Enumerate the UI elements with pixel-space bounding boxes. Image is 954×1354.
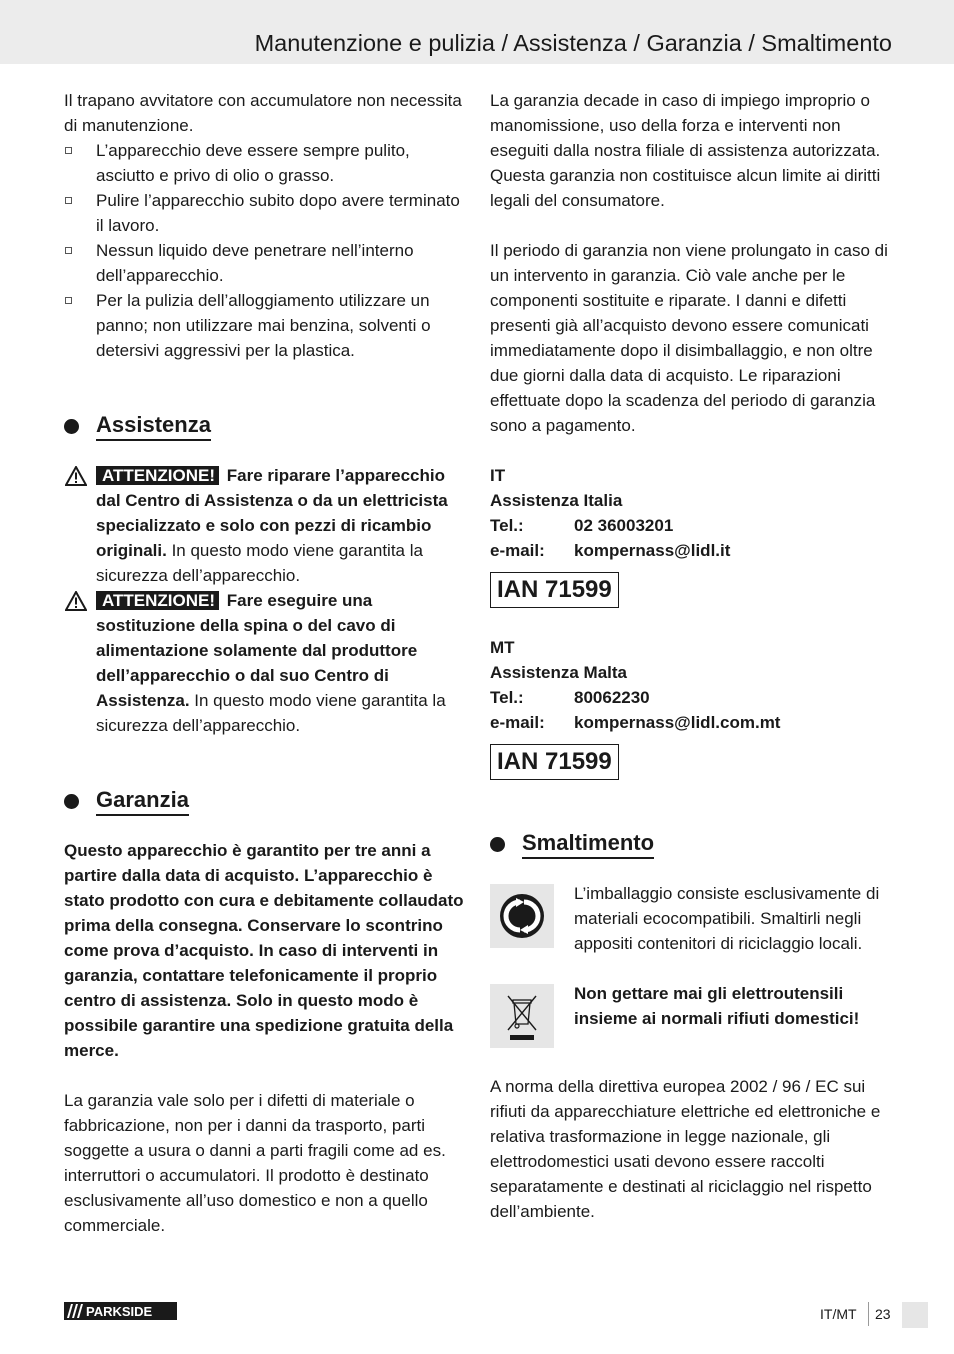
ian-box: IAN 71599: [490, 744, 619, 780]
parkside-logo: [64, 1302, 177, 1320]
contact-name: Assistenza Malta: [490, 663, 627, 682]
contact-email-row: e-mail: kompernass@lidl.it: [490, 538, 890, 563]
contact-tel-row: Tel.: 80062230: [490, 685, 890, 710]
weee-row: [490, 981, 890, 1048]
bullet-dot-icon: [64, 419, 79, 434]
maintenance-intro: Il trapano avvitatore con accumulatore non necessita di manutenzione.: [64, 91, 462, 135]
contact-name: Assistenza Italia: [490, 491, 623, 510]
page-number: 23: [875, 1306, 891, 1322]
directive-text: A norma della direttiva europea 2002 / 96 / EC sui rifiuti da apparecchiature elettriche ed elettroniche e relativa trasformazione in legge nazionale, gli elettrodomestici usati devono essere raccolti separatamente e destinati al riciclaggio nel rispetto dell’ambiente.: [490, 1077, 881, 1221]
warning-block: [64, 463, 464, 588]
warranty-paragraph: La garanzia vale solo per i difetti di materiale o fabbricazione, non per i danni da trasporto, parti soggette a usura o danni a parti fragili come ad es. interruttori o accumulatori. Il prodotto è destinato esclusivamente all’uso domestico e non a quello commerciale.: [64, 1091, 446, 1235]
warning-text: In questo modo viene garantita la sicurezza dell’apparecchio.: [96, 691, 446, 735]
attention-badge: ATTENZIONE!: [96, 591, 219, 610]
attention-badge: ATTENZIONE!: [96, 466, 219, 485]
list-item: Nessun liquido deve penetrare nell’interno dell’apparecchio.: [64, 238, 464, 288]
list-item: Pulire l’apparecchio subito dopo avere terminato il lavoro.: [64, 188, 464, 238]
warning-triangle-icon: [65, 466, 87, 486]
warning-bold-text: Fare riparare l’apparecchio dal Centro di Assistenza o da un elettricista specializzato e solo con pezzi di ricambio originali.: [96, 466, 448, 560]
contact-email-row: e-mail: kompernass@lidl.com.mt: [490, 710, 890, 735]
warning-text: In questo modo viene garantita la sicurezza dell’apparecchio.: [96, 541, 423, 585]
warning-triangle-icon: [65, 591, 87, 611]
garanzia-heading: Garanzia: [64, 786, 464, 816]
crossed-out-wheelie-bin-icon: [490, 984, 554, 1048]
parkside-logo-text: PARKSIDE: [86, 1304, 153, 1319]
bullet-dot-icon: [64, 794, 79, 809]
recycle-row: [490, 881, 890, 956]
contact-country: IT: [490, 466, 506, 485]
warning-bold-text: Fare eseguire una sostituzione della spina o del cavo di alimentazione solamente dal produttore dell’apparecchio o dal suo Centro di Assistenza.: [96, 591, 418, 710]
ian-box: IAN 71599: [490, 572, 619, 608]
list-item: L’apparecchio deve essere sempre pulito, asciutto e privo di olio o grasso.: [64, 138, 464, 188]
contact-block-mt: [490, 635, 890, 780]
assistenza-heading: Assistenza: [64, 411, 464, 441]
contact-tel-row: Tel.: 02 36003201: [490, 513, 890, 538]
smaltimento-heading: Smaltimento: [490, 829, 890, 859]
warranty-paragraph: La garanzia decade in caso di impiego improprio o manomissione, uso della forza e interventi non eseguiti dalla nostra filiale di assistenza autorizzata. Questa garanzia non costituisce alcun limite ai diritti legali del consumatore.: [490, 91, 881, 210]
contact-email: kompernass@lidl.it: [574, 541, 731, 560]
green-dot-recycle-icon: [490, 884, 554, 948]
list-item: Per la pulizia dell’alloggiamento utilizzare un panno; non utilizzare mai benzina, solventi o detersivi aggressivi per la plastica.: [64, 288, 464, 363]
contact-tel: 80062230: [574, 688, 650, 707]
warning-block: [64, 588, 464, 738]
contact-country: MT: [490, 638, 515, 657]
contact-block-it: [490, 463, 890, 608]
warranty-paragraph: Il periodo di garanzia non viene prolungato in caso di un intervento in garanzia. Ciò vale anche per le componenti sostituite e riparate. I danni e difetti presenti già all’acquisto devono essere comunicati immediatamente dopo il disimballaggio, e non oltre due giorni dalla data di acquisto. Le riparazioni effettuate dopo la scadenza del periodo di garanzia sono a pagamento.: [490, 241, 888, 435]
page-title: Manutenzione e pulizia / Assistenza / Garanzia / Smaltimento: [254, 30, 892, 56]
warranty-bold-paragraph: Questo apparecchio è garantito per tre anni a partire dalla data di acquisto. L’apparecchio è stato prodotto con cura e debitamente collaudato prima della consegna. Conservare lo scontrino come prova d’acquisto. In caso di interventi in garanzia, contattare telefonicamente il proprio centro di assistenza. Solo in questo modo è possibile garantire una spedizione gratuita della merce.: [64, 841, 464, 1060]
footer-divider: [868, 1302, 869, 1326]
footer-language: IT/MT: [820, 1306, 857, 1322]
footer-tab: [902, 1302, 928, 1328]
recycle-text: L’imballaggio consiste esclusivamente di materiali ecocompatibili. Smaltirli negli appositi contenitori di riciclaggio locali.: [574, 884, 880, 953]
contact-email: kompernass@lidl.com.mt: [574, 713, 781, 732]
left-column: [64, 88, 464, 1238]
right-column: [490, 88, 890, 1224]
bullet-dot-icon: [490, 837, 505, 852]
weee-text: Non gettare mai gli elettroutensili insieme ai normali rifiuti domestici!: [574, 984, 860, 1028]
contact-tel: 02 36003201: [574, 516, 674, 535]
maintenance-list: [64, 138, 464, 363]
